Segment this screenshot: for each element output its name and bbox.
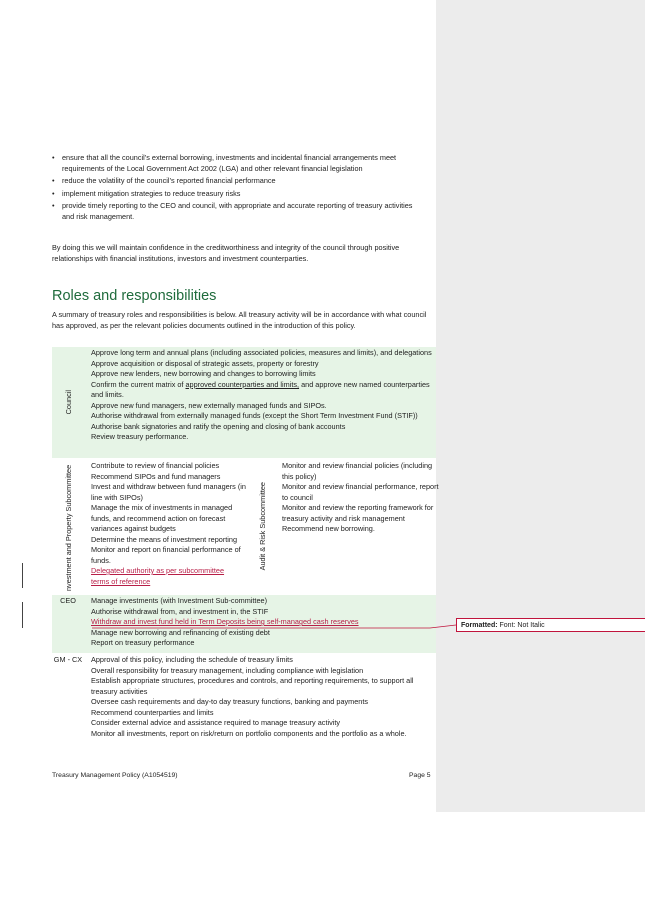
ceo-label: CEO (60, 596, 76, 605)
section-heading: Roles and responsibilities (52, 288, 217, 304)
audit-label: Audit & Risk Subcommittee (258, 482, 267, 571)
list-item: Authorise bank signatories and ratify the opening and closing of bank accounts (91, 421, 346, 431)
list-item: Consider external advice and assistance required to manage treasury activity (91, 718, 341, 727)
bullet-item: • ensure that all the council’s external borrowing, investments and incidental financial arrangements meet requirements of the Local Government Act 2002 (LGA) and other relevant financial legislation (52, 153, 424, 174)
gmcx-label: GM - CX (53, 655, 83, 664)
list-item: Oversee cash requirements and day-to day treasury functions, banking and payments (91, 697, 369, 706)
list-item: Monitor and review the reporting framework for treasury activity and risk management (282, 503, 434, 523)
list-item: Establish appropriate structures, procedures and controls, and reporting requirements, to support all treasury activities (91, 676, 414, 696)
list-item: Authorise withdrawal from externally managed funds (except the Short Term Investment Fund (STIF)) (91, 411, 418, 420)
formatting-comment-balloon[interactable] (456, 618, 645, 632)
list-item: Confirm the current matrix of approved counterparties and limits, and approve new named counterparties and limits. (91, 379, 430, 399)
list-item: Determine the means of investment reporting (91, 534, 238, 544)
list-item: Approve long term and annual plans (including associated policies, measures and limits), and delegations (91, 348, 432, 357)
list-item: Monitor and report on financial performance of funds. (91, 545, 241, 565)
ipsc-label: nvestment and Property Subcommittee (64, 464, 73, 591)
bullet-item: • reduce the volatility of the council’s reported financial performance (52, 176, 424, 187)
list-item: Overall responsibility for treasury management, including compliance with legislation (91, 665, 364, 675)
list-item: Review treasury performance. (91, 432, 189, 441)
list-item: Report on treasury performance (91, 638, 195, 647)
bullet-item: • implement mitigation strategies to reduce treasury risks (52, 189, 424, 200)
list-item: Manage investments (with Investment Sub-committee) (91, 596, 268, 605)
footer-title: Treasury Management Policy (A1054519) (52, 772, 178, 779)
list-item: Approve new fund managers, new externally managed funds and SIPOs. (91, 400, 327, 410)
list-item: Monitor and review financial policies (including this policy) (282, 461, 433, 481)
list-item: Invest and withdraw between fund managers (in line with SIPOs) (91, 482, 246, 502)
tracked-insertion: Delegated authority as per subcommittee (91, 566, 225, 575)
footer-page-number: Page 5 (409, 772, 431, 779)
list-item: Monitor and review financial performance, report to council (282, 482, 439, 502)
list-item: Approve new lenders, new borrowing and changes to borrowing limits (91, 369, 316, 378)
intro-paragraph: By doing this we will maintain confidence in the creditworthiness and integrity of the council through positive relationships with financial institutions, investors and investment counterparties. (52, 243, 400, 263)
list-item: Recommend new borrowing. (282, 524, 375, 533)
comment-text: Font: Not Italic (499, 622, 545, 629)
list-item: Approve acquisition or disposal of strategic assets, property or forestry (91, 358, 319, 368)
roles-intro-paragraph: A summary of treasury roles and responsibilities is below. All treasury activity will be in accordance with what council has approved, as per the relevant policies documents outlined in the introduction of this policy. (52, 310, 427, 330)
list-item: Approval of this policy, including the schedule of treasury limits (91, 655, 293, 664)
list-item: Recommend counterparties and limits (91, 707, 214, 717)
comment-title: Formatted: (461, 622, 498, 629)
list-item: Manage the mix of investments in managed funds, and recommend action on forecast variances against budgets (91, 503, 233, 533)
list-item: Recommend SIPOs and fund managers (91, 471, 221, 481)
list-item: Monitor all investments, report on risk/return on portfolio components and the portfolio as a whole. (91, 728, 407, 738)
list-item: Manage new borrowing and refinancing of existing debt (91, 627, 270, 637)
bullet-item: • provide timely reporting to the CEO and council, with appropriate and accurate reporting of treasury activities and risk management. (52, 201, 424, 222)
tracked-insertion: terms of reference (91, 576, 151, 586)
list-item: Authorise withdrawal from, and investment in, the STIF (91, 606, 269, 616)
council-label: Council (64, 390, 73, 415)
tracked-insertion: Withdraw and invest fund held in Term Deposits being self-managed cash reserves (91, 617, 359, 626)
list-item: Contribute to review of financial policies (91, 461, 220, 470)
